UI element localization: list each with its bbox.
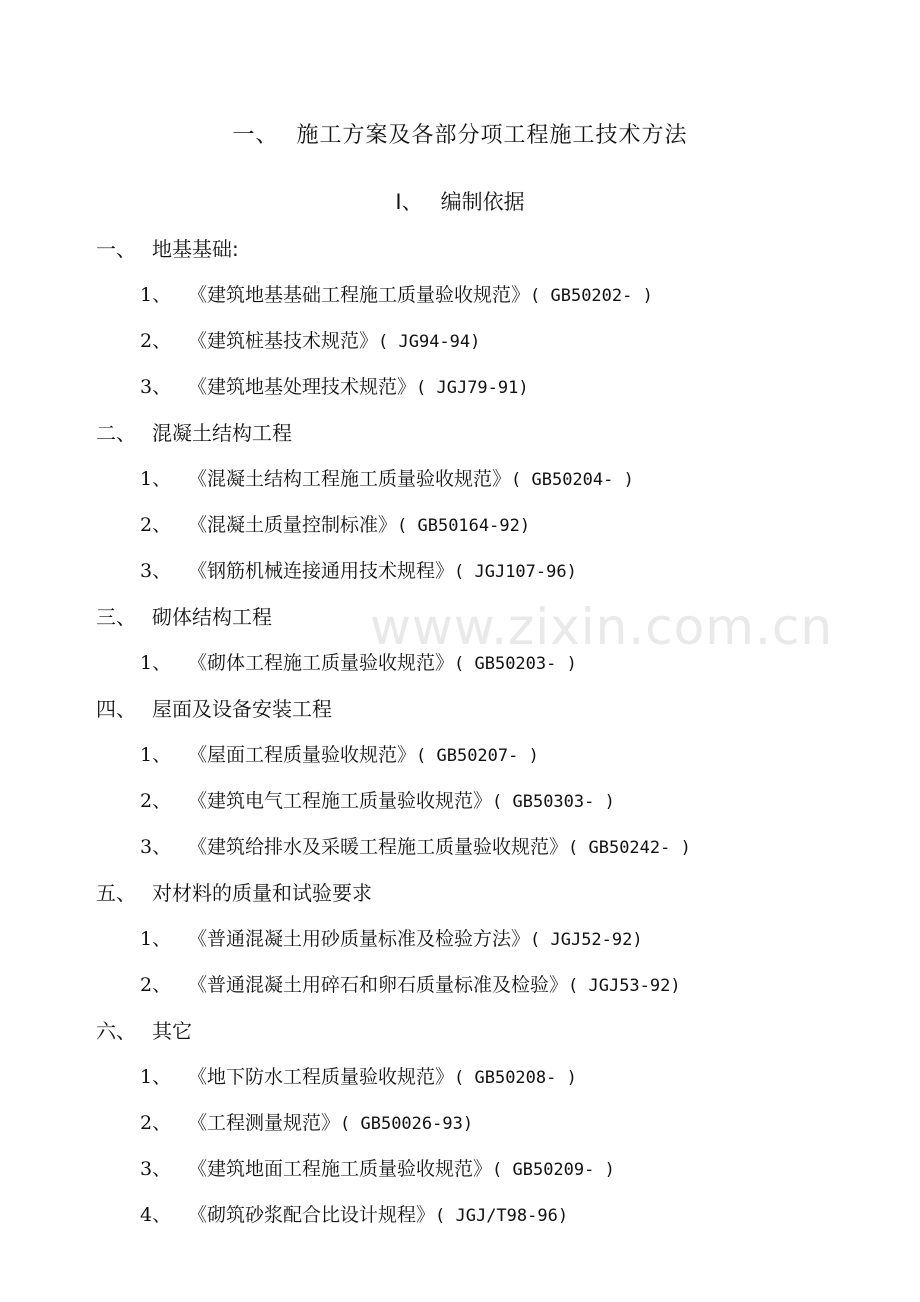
standard-title: 《建筑地面工程施工质量验收规范》: [188, 1158, 493, 1180]
standard-title: 《地下防水工程质量验收规范》: [188, 1066, 455, 1088]
standard-item: [0, 1054, 920, 1100]
section-number: 六、: [96, 1019, 136, 1043]
standard-code: ( JG94-94): [378, 332, 481, 352]
standard-item: [0, 778, 920, 824]
section-title-text: 对材料的质量和试验要求: [152, 881, 372, 905]
item-number: 3、: [140, 1158, 172, 1180]
item-number: 4、: [140, 1204, 172, 1226]
standard-title: 《工程测量规范》: [188, 1112, 341, 1134]
section-title-text: 砌体结构工程: [152, 605, 272, 629]
standard-code: ( JGJ52-92): [530, 930, 643, 950]
section-title: [0, 594, 920, 640]
standard-code: ( GB50303- ): [492, 792, 615, 812]
standard-item: [0, 1192, 920, 1238]
section-title-text: 其它: [152, 1019, 192, 1043]
standards-list: [0, 226, 920, 1238]
standard-code: ( JGJ/T98-96): [435, 1206, 569, 1226]
standard-code: ( JGJ107-96): [454, 562, 577, 582]
standard-title: 《普通混凝土用砂质量标准及检验方法》: [188, 928, 531, 950]
standard-code: ( JGJ79-91): [416, 378, 529, 398]
main-heading: [0, 118, 920, 149]
item-number: 3、: [140, 836, 172, 858]
standard-code: ( GB50164-92): [397, 516, 531, 536]
standard-title: 《建筑电气工程施工质量验收规范》: [188, 790, 493, 812]
item-number: 2、: [140, 514, 172, 536]
standard-item: [0, 1146, 920, 1192]
standard-item: [0, 916, 920, 962]
standard-item: [0, 456, 920, 502]
item-number: 2、: [140, 790, 172, 812]
item-number: 3、: [140, 376, 172, 398]
standard-title: 《建筑地基处理技术规范》: [188, 376, 417, 398]
standard-title: 《混凝土结构工程施工质量验收规范》: [188, 468, 512, 490]
standard-title: 《混凝土质量控制标准》: [188, 514, 398, 536]
standard-code: ( JGJ53-92): [568, 976, 681, 996]
standard-item: [0, 502, 920, 548]
section-number: 三、: [96, 605, 136, 629]
section-number: 五、: [96, 881, 136, 905]
item-number: 1、: [140, 1066, 172, 1088]
watermark: www.zixin.com.cn: [370, 598, 834, 656]
item-number: 3、: [140, 560, 172, 582]
sub-heading-text: 编制依据: [440, 190, 525, 214]
main-heading-number: 一、: [232, 123, 279, 148]
standard-item: [0, 548, 920, 594]
section-title: [0, 686, 920, 732]
standard-title: 《普通混凝土用碎石和卵石质量标准及检验》: [188, 974, 569, 996]
section-title-text: 屋面及设备安装工程: [152, 697, 332, 721]
standard-title: 《屋面工程质量验收规范》: [188, 744, 417, 766]
sub-heading-number: I、: [395, 190, 423, 214]
standard-item: [0, 640, 920, 686]
item-number: 1、: [140, 652, 172, 674]
standard-item: [0, 272, 920, 318]
standard-code: ( GB50026-93): [340, 1114, 474, 1134]
item-number: 2、: [140, 974, 172, 996]
section-title-text: 地基基础:: [152, 237, 239, 261]
standard-title: 《砌体工程施工质量验收规范》: [188, 652, 455, 674]
section-number: 四、: [96, 697, 136, 721]
sub-heading: [0, 186, 920, 216]
item-number: 1、: [140, 928, 172, 950]
section-title: [0, 1008, 920, 1054]
standard-title: 《建筑桩基技术规范》: [188, 330, 379, 352]
section-number: 二、: [96, 421, 136, 445]
item-number: 2、: [140, 330, 172, 352]
item-number: 1、: [140, 744, 172, 766]
standard-code: ( GB50209- ): [492, 1160, 615, 1180]
standard-code: ( GB50203- ): [454, 654, 577, 674]
standard-title: 《钢筋机械连接通用技术规程》: [188, 560, 455, 582]
main-heading-text: 施工方案及各部分项工程施工技术方法: [296, 123, 688, 148]
standard-code: ( GB50242- ): [568, 838, 691, 858]
standard-code: ( GB50204- ): [511, 470, 634, 490]
standard-code: ( GB50207- ): [416, 746, 539, 766]
standard-item: [0, 364, 920, 410]
section-title: [0, 870, 920, 916]
standard-item: [0, 318, 920, 364]
item-number: 2、: [140, 1112, 172, 1134]
standard-item: [0, 824, 920, 870]
section-title-text: 混凝土结构工程: [152, 421, 292, 445]
standard-code: ( GB50208- ): [454, 1068, 577, 1088]
section-number: 一、: [96, 237, 136, 261]
standard-title: 《建筑地基基础工程施工质量验收规范》: [188, 284, 531, 306]
section-title: [0, 410, 920, 456]
standard-item: [0, 732, 920, 778]
standard-item: [0, 1100, 920, 1146]
standard-code: ( GB50202- ): [530, 286, 653, 306]
standard-item: [0, 962, 920, 1008]
item-number: 1、: [140, 468, 172, 490]
standard-title: 《建筑给排水及采暖工程施工质量验收规范》: [188, 836, 569, 858]
section-title: [0, 226, 920, 272]
standard-title: 《砌筑砂浆配合比设计规程》: [188, 1204, 436, 1226]
item-number: 1、: [140, 284, 172, 306]
